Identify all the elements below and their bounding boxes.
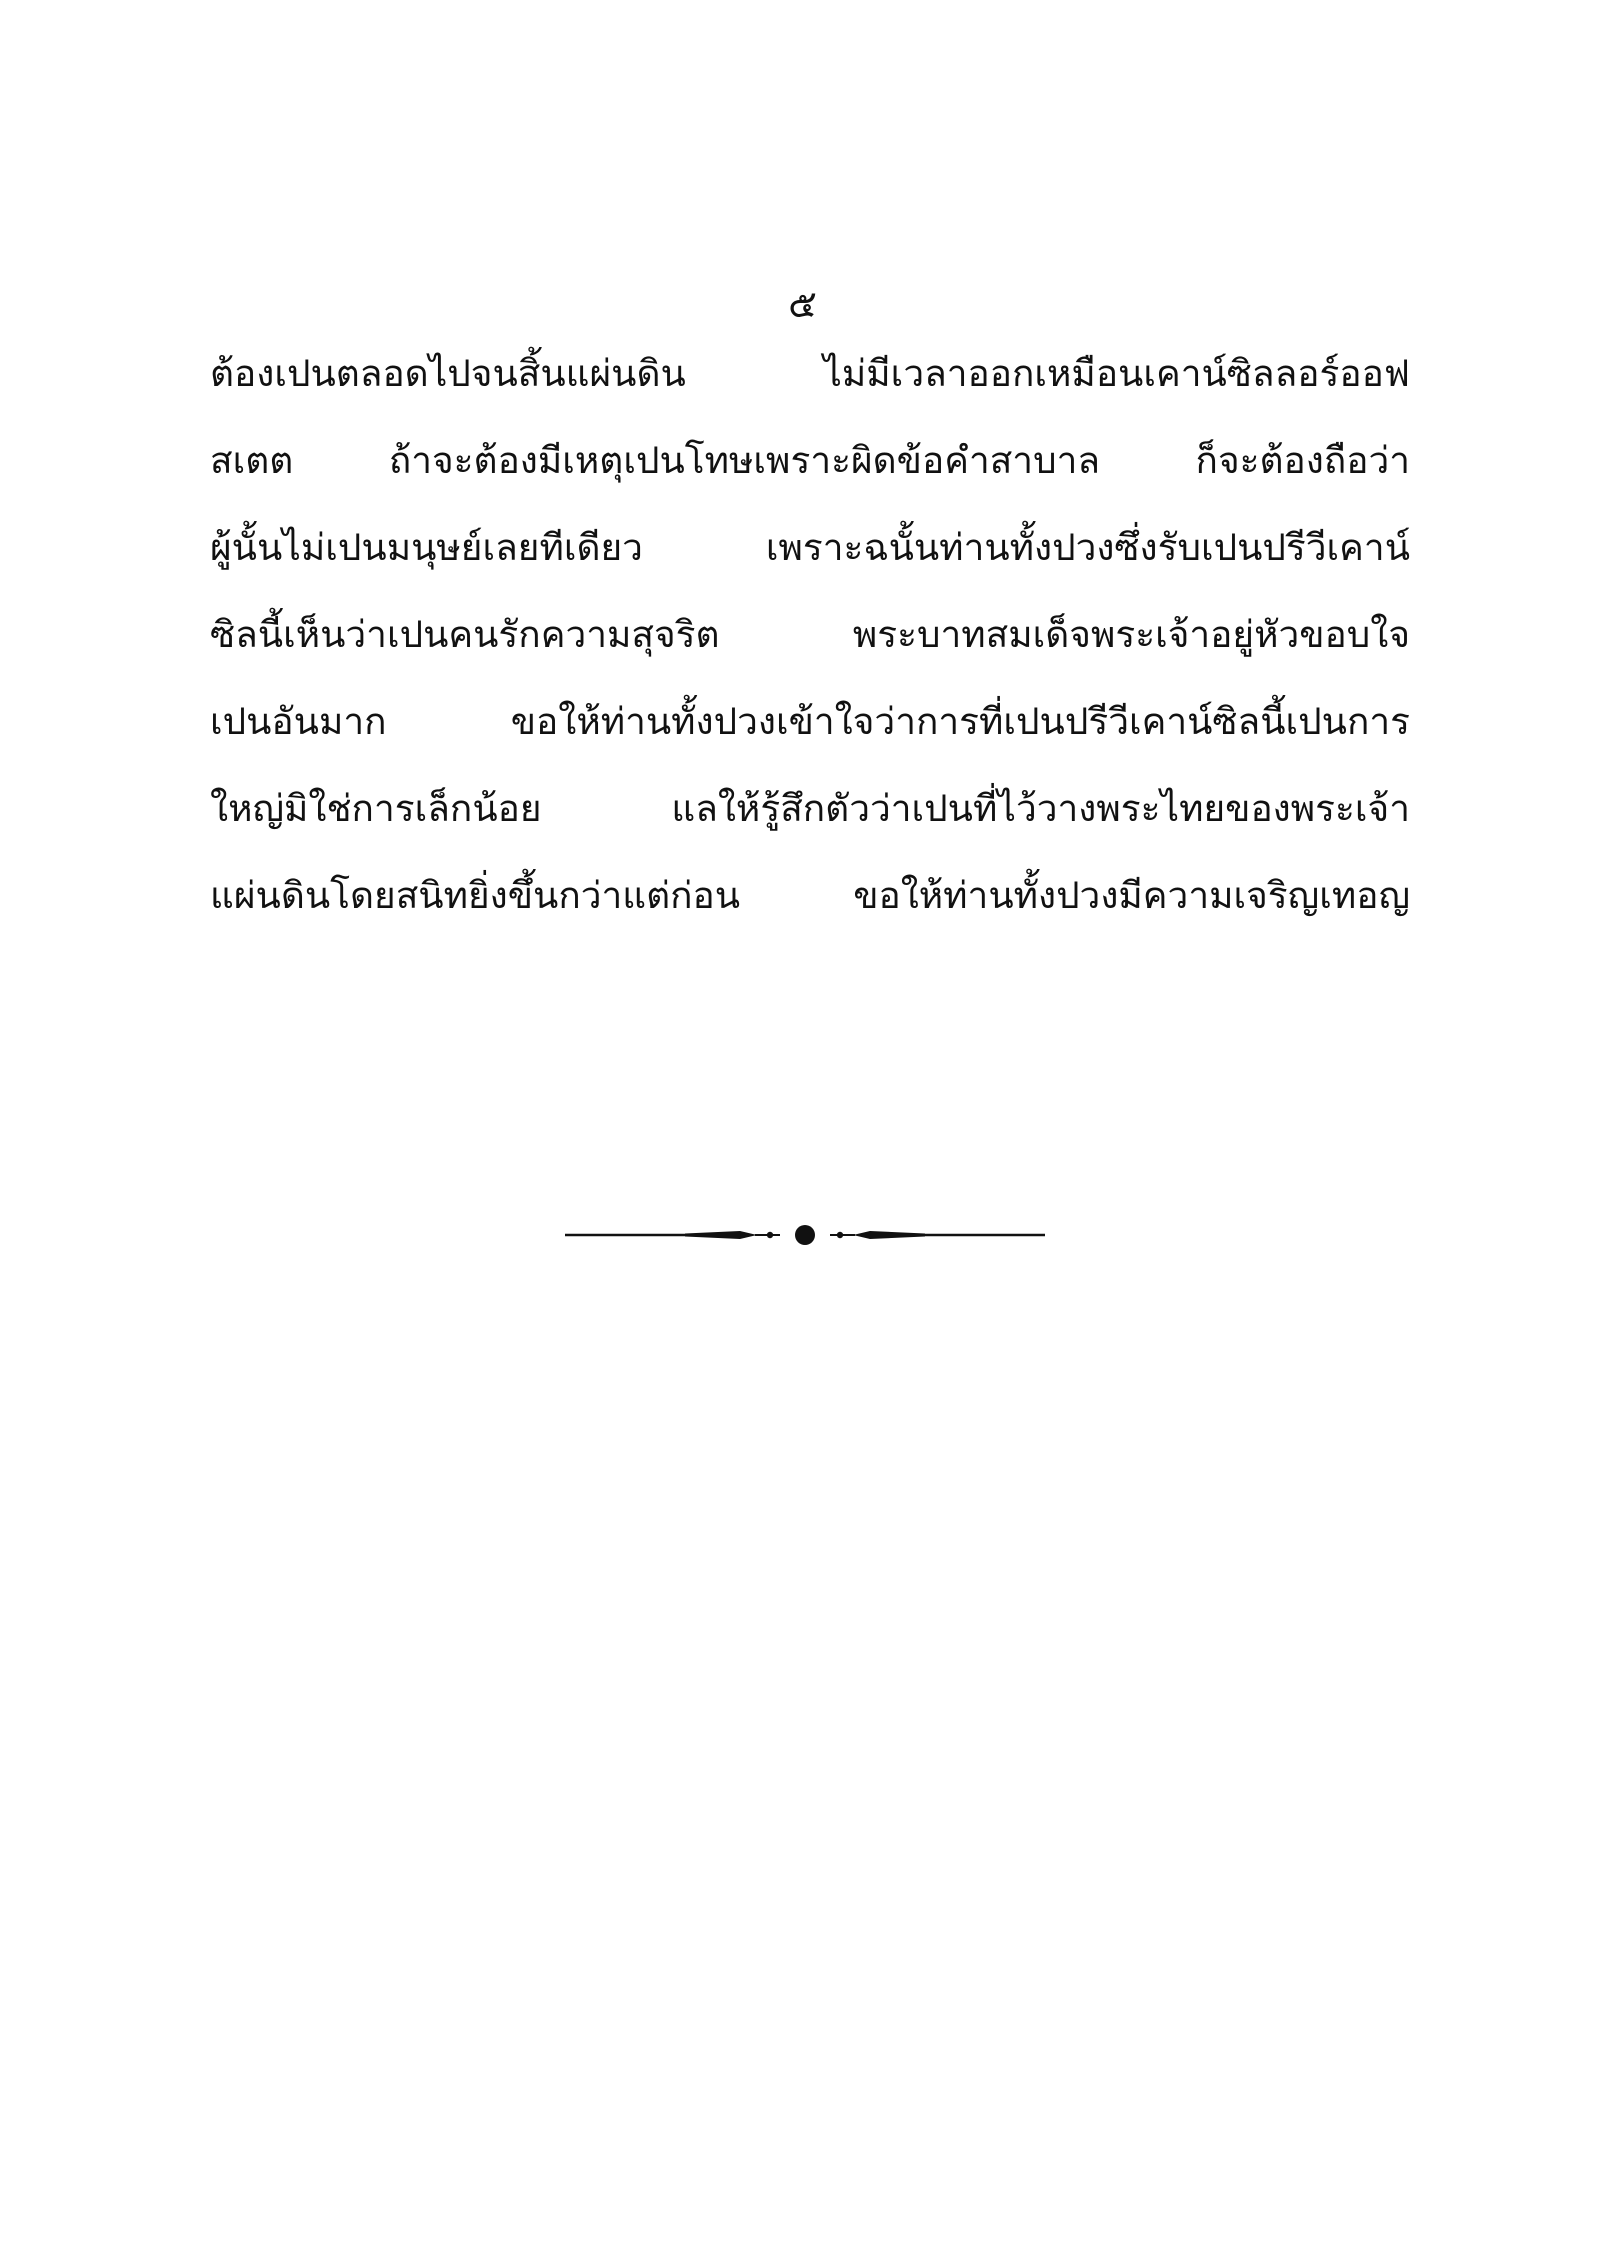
page-number: ๕ bbox=[788, 282, 817, 326]
text-segment: แลให้รู้สึกตัวว่าเปนที่ไว้วางพระไทยของพระเจ้า bbox=[671, 787, 1410, 830]
text-segment: สเตต bbox=[210, 439, 294, 482]
text-segment: เปนอันมาก bbox=[210, 700, 387, 743]
text-segment: ถ้าจะต้องมีเหตุเปนโทษเพราะผิดข้อคำสาบาล bbox=[388, 439, 1101, 482]
text-segment: ก็จะต้องถือว่า bbox=[1195, 439, 1410, 482]
ornamental-divider-icon bbox=[565, 1220, 1045, 1250]
text-segment: ใหญ่มิใช่การเล็กน้อย bbox=[210, 787, 542, 830]
text-line bbox=[210, 504, 1410, 591]
text-line bbox=[210, 678, 1410, 765]
text-segment: แผ่นดินโดยสนิทยิ่งขึ้นกว่าแต่ก่อน bbox=[210, 874, 741, 917]
text-segment: ขอให้ท่านทั้งปวงเข้าใจว่าการที่เปนปรีวีเคาน์ซิลนี้เปนการ bbox=[510, 700, 1410, 743]
text-line bbox=[210, 852, 1410, 939]
text-segment: ไม่มีเวลาออกเหมือนเคาน์ซิลลอร์ออฟ bbox=[823, 352, 1410, 395]
text-segment: ซิลนี้เห็นว่าเปนคนรักความสุจริต bbox=[210, 613, 720, 656]
text-segment: เพราะฉนั้นท่านทั้งปวงซึ่งรับเปนปรีวีเคาน์ bbox=[765, 526, 1410, 569]
text-line bbox=[210, 591, 1410, 678]
text-line bbox=[210, 765, 1410, 852]
text-segment: ขอให้ท่านทั้งปวงมีความเจริญเทอญ bbox=[853, 874, 1410, 917]
text-segment: ผู้นั้นไม่เปนมนุษย์เลยทีเดียว bbox=[210, 526, 643, 569]
text-line bbox=[210, 417, 1410, 504]
text-segment: ต้องเปนตลอดไปจนสิ้นแผ่นดิน bbox=[210, 352, 686, 395]
body-text bbox=[210, 330, 1410, 939]
text-line bbox=[210, 330, 1410, 417]
text-segment: พระบาทสมเด็จพระเจ้าอยู่หัวขอบใจ bbox=[852, 613, 1410, 656]
